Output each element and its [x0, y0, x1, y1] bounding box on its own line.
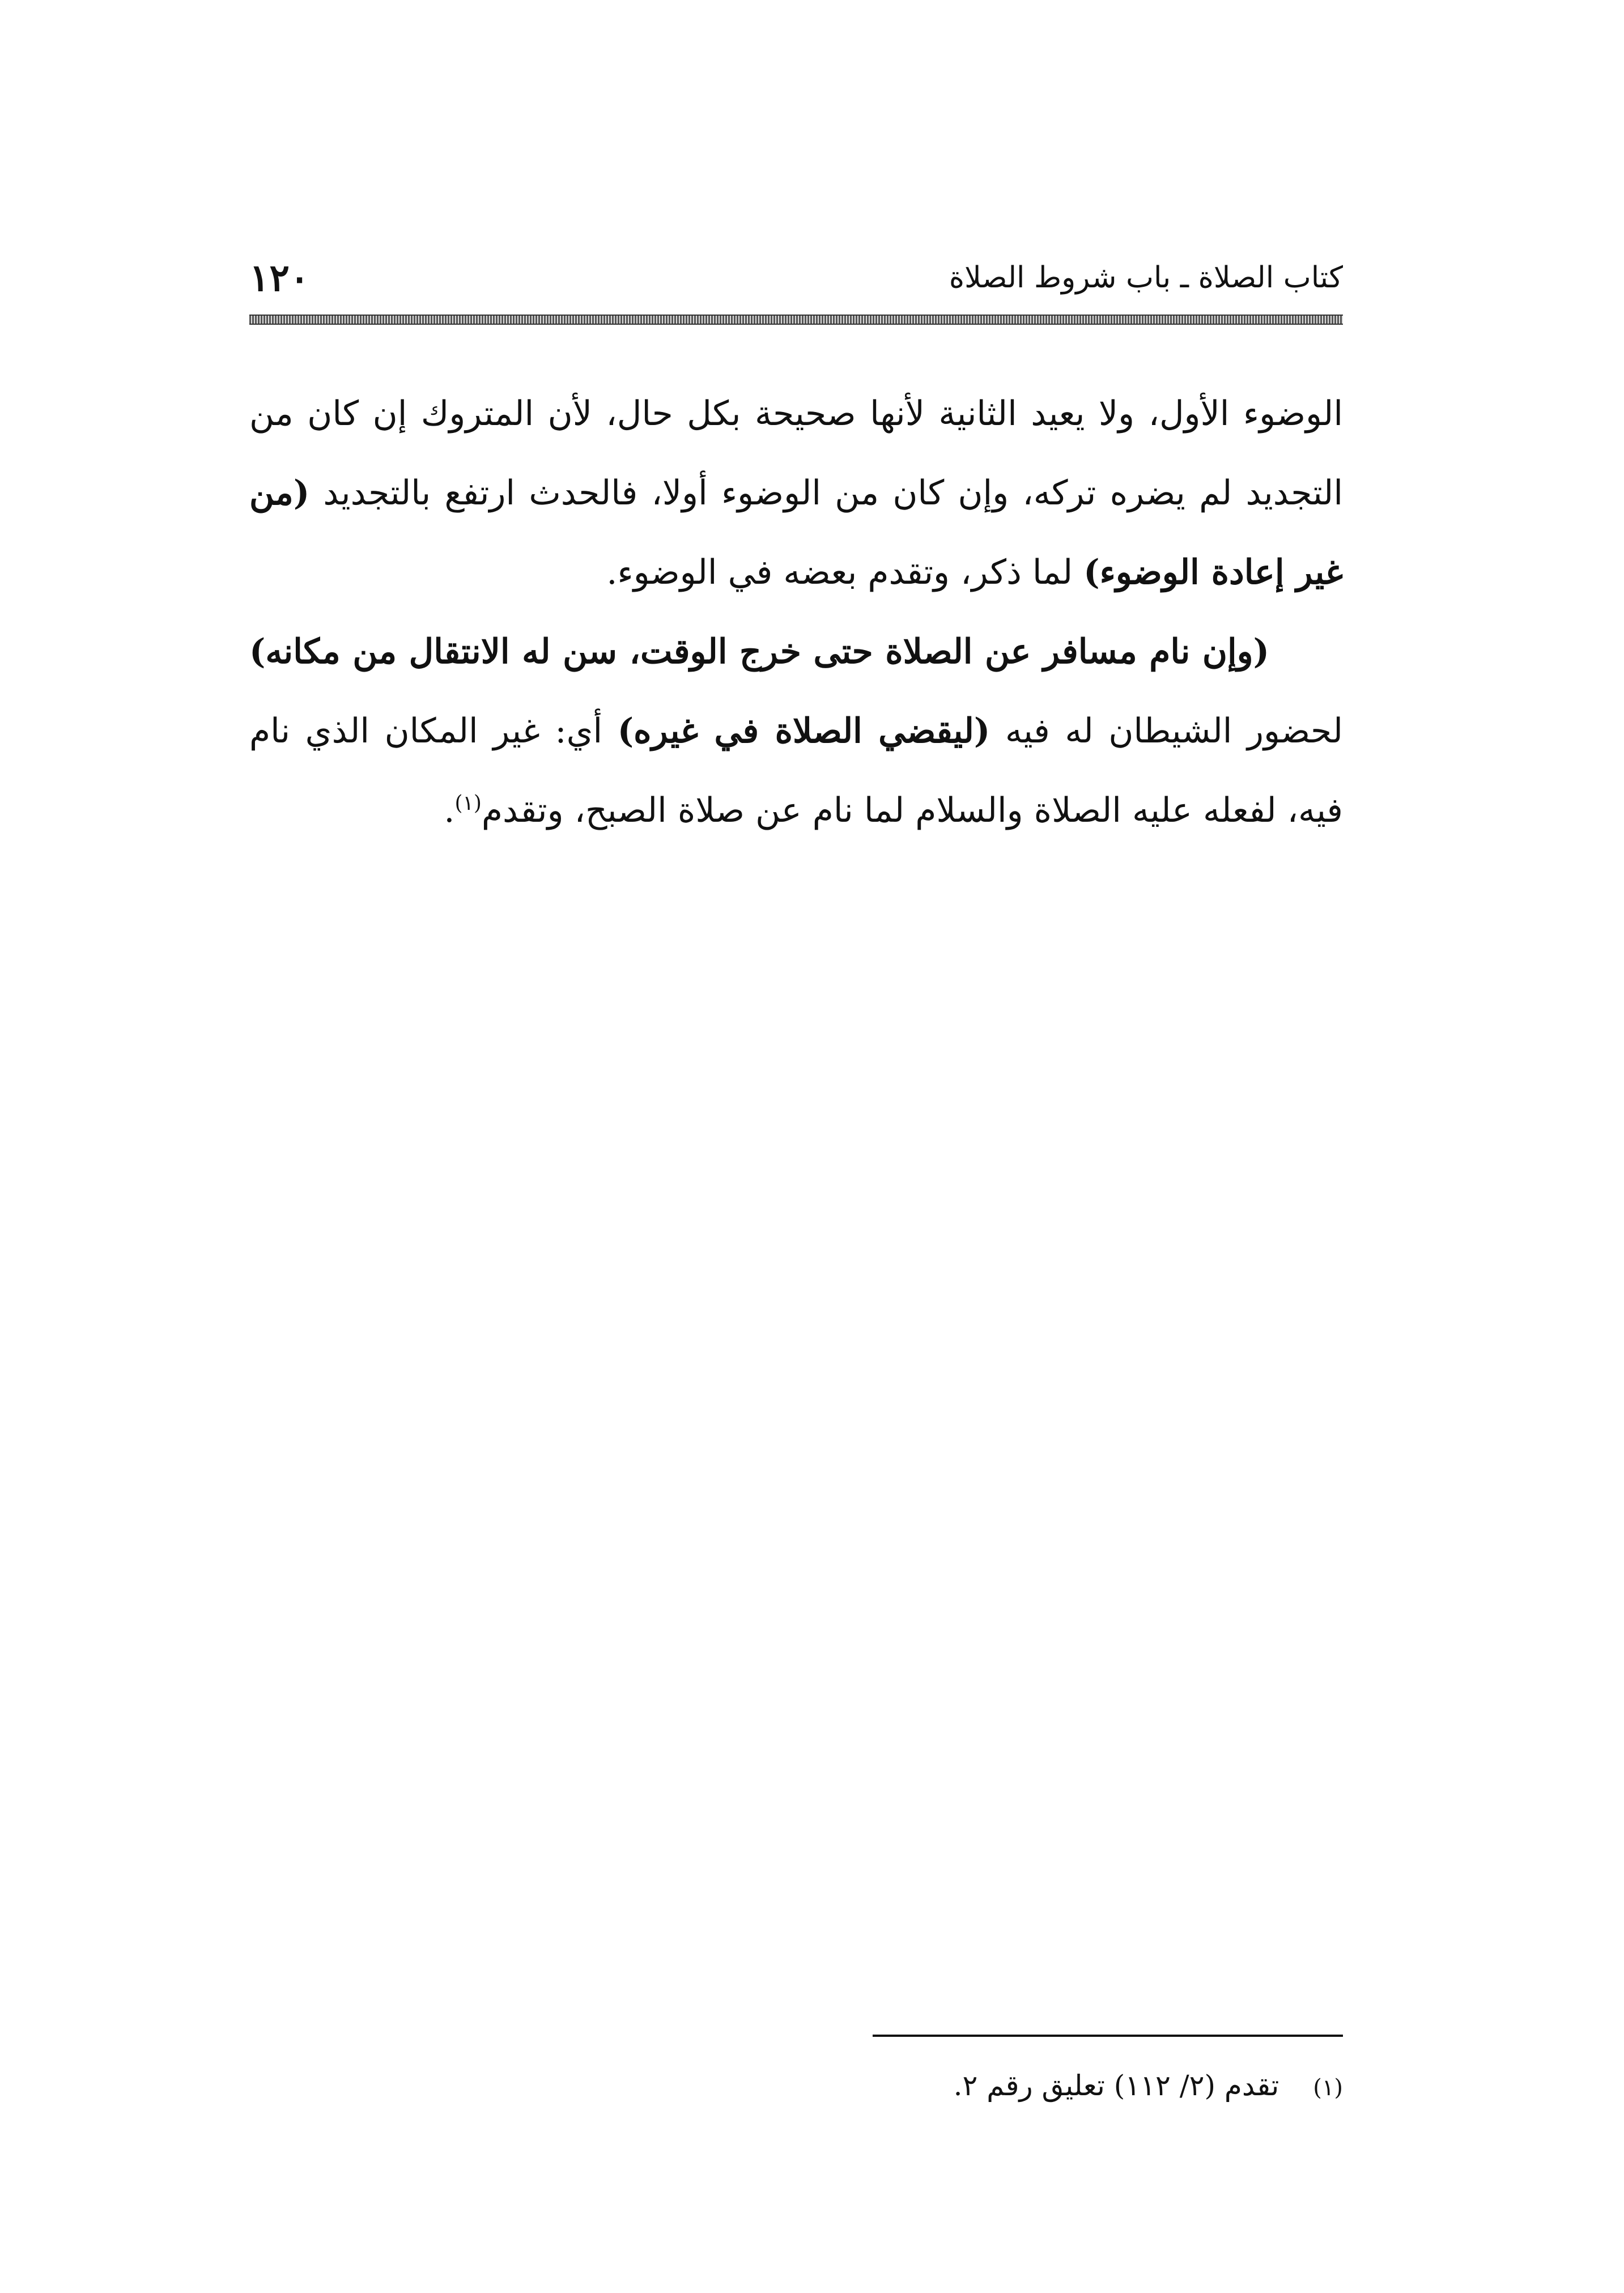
paragraph-2-text-1: لحضور الشيطان له فيه [990, 711, 1344, 751]
paragraph-2-matn-1: (وإن نام مسافر عن الصلاة حتى خرج الوقت، سن له الانتقال من مكانه) [249, 632, 1269, 672]
footnote-text: تقدم (٢/ ١١٢) تعليق رقم ٢. [953, 2069, 1279, 2102]
paragraph-1-text-2: لما ذكر، وتقدم بعضه في الوضوء. [606, 553, 1084, 592]
paragraph-2-text-3: . [444, 791, 455, 830]
footnote-1 [249, 2063, 1343, 2111]
footnote-marker: (١) [1313, 2075, 1343, 2101]
paragraph-1 [249, 374, 1343, 612]
paragraph-1-matn-1: (من غير إعادة الوضوء) [249, 473, 1343, 592]
paragraph-2-matn-2: (ليقضي الصلاة في غيره) [617, 711, 990, 751]
page-number: ١٢٠ [249, 256, 310, 300]
main-text [249, 374, 1343, 850]
paragraph-2 [249, 612, 1343, 850]
footnote-divider [873, 2035, 1343, 2037]
paragraph-2-text-2: أي: غير المكان الذي نام فيه، لفعله عليه الصلاة والسلام لما نام عن صلاة الصبح، وتقدم [249, 711, 1343, 830]
page-header [249, 249, 1343, 306]
paragraph-1-text-1: الوضوء الأول، ولا يعيد الثانية لأنها صحيحة بكل حال، لأن المتروك إن كان من التجديد لم يضره تركه، وإن كان من الوضوء أولا، فالحدث ارتفع بالتجديد [249, 394, 1343, 513]
running-title: كتاب الصلاة ـ باب شروط الصلاة [949, 261, 1343, 295]
footnote-reference[interactable]: (١) [454, 792, 482, 815]
header-divider [249, 315, 1343, 325]
